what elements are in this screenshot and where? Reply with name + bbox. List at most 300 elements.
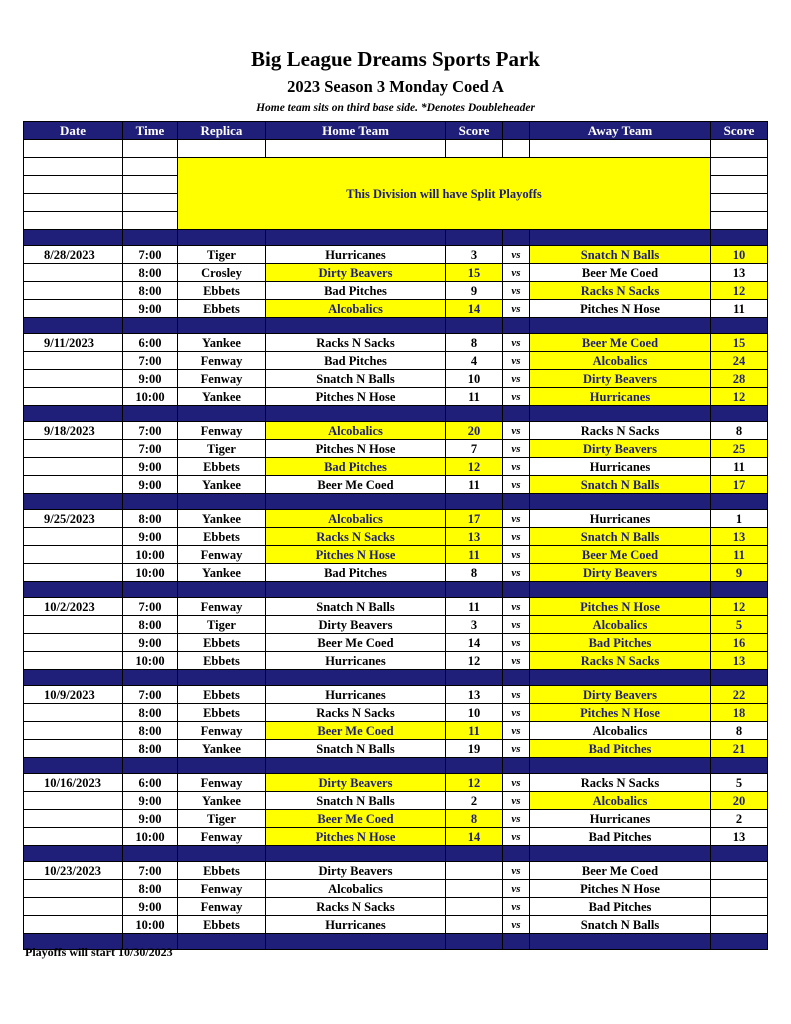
game-replica-field: Ebbets: [178, 458, 266, 476]
away-score: 11: [711, 458, 768, 476]
home-team: Snatch N Balls: [266, 740, 446, 758]
game-replica-field: Fenway: [178, 828, 266, 846]
game-time: 10:00: [123, 916, 178, 934]
game-replica-field: Yankee: [178, 740, 266, 758]
game-time: 10:00: [123, 652, 178, 670]
away-score: 10: [711, 246, 768, 264]
game-replica-field: Ebbets: [178, 300, 266, 318]
away-score: 22: [711, 686, 768, 704]
home-score: 8: [446, 564, 503, 582]
vs-label: vs: [503, 388, 530, 406]
game-date: 9/18/2023: [24, 422, 123, 440]
game-time: 9:00: [123, 634, 178, 652]
away-team: Alcobalics: [530, 792, 711, 810]
game-time: 9:00: [123, 458, 178, 476]
away-score: 1: [711, 510, 768, 528]
column-header-away-team: Away Team: [530, 122, 711, 140]
game-time: 7:00: [123, 246, 178, 264]
game-time: 7:00: [123, 440, 178, 458]
home-team: Hurricanes: [266, 652, 446, 670]
game-date: [24, 370, 123, 388]
game-time: 9:00: [123, 792, 178, 810]
away-score: 5: [711, 774, 768, 792]
game-row: [24, 510, 768, 528]
column-header-vs: [503, 122, 530, 140]
game-row: [24, 370, 768, 388]
away-score: 13: [711, 264, 768, 282]
away-score: 15: [711, 334, 768, 352]
game-date: [24, 476, 123, 494]
away-score: 17: [711, 476, 768, 494]
away-score: 13: [711, 652, 768, 670]
home-team: Alcobalics: [266, 422, 446, 440]
column-header-home-score: Score: [446, 122, 503, 140]
game-time: 10:00: [123, 388, 178, 406]
game-row: [24, 774, 768, 792]
game-replica-field: Ebbets: [178, 686, 266, 704]
vs-label: vs: [503, 546, 530, 564]
away-score: 18: [711, 704, 768, 722]
game-time: 9:00: [123, 300, 178, 318]
home-team: Dirty Beavers: [266, 264, 446, 282]
game-row: [24, 476, 768, 494]
away-score: [711, 862, 768, 880]
home-team: Dirty Beavers: [266, 774, 446, 792]
game-date: [24, 564, 123, 582]
home-score: 11: [446, 546, 503, 564]
game-replica-field: Fenway: [178, 370, 266, 388]
home-score: 12: [446, 458, 503, 476]
away-team: Beer Me Coed: [530, 546, 711, 564]
away-team: Bad Pitches: [530, 828, 711, 846]
game-date: [24, 388, 123, 406]
home-score: 2: [446, 792, 503, 810]
week-separator-row: [24, 406, 768, 422]
vs-label: vs: [503, 898, 530, 916]
home-score: 11: [446, 722, 503, 740]
home-score: 13: [446, 528, 503, 546]
column-header-away-score: Score: [711, 122, 768, 140]
week-separator-row: [24, 758, 768, 774]
home-score: 14: [446, 634, 503, 652]
game-date: [24, 722, 123, 740]
vs-label: vs: [503, 422, 530, 440]
home-score: 19: [446, 740, 503, 758]
home-score: 3: [446, 246, 503, 264]
away-score: 8: [711, 422, 768, 440]
game-date: [24, 916, 123, 934]
home-team: Pitches N Hose: [266, 828, 446, 846]
game-time: 8:00: [123, 704, 178, 722]
away-team: Dirty Beavers: [530, 440, 711, 458]
game-time: 8:00: [123, 740, 178, 758]
vs-label: vs: [503, 334, 530, 352]
vs-label: vs: [503, 652, 530, 670]
game-replica-field: Fenway: [178, 722, 266, 740]
game-row: [24, 828, 768, 846]
game-row: [24, 352, 768, 370]
game-date: 9/25/2023: [24, 510, 123, 528]
home-score: 9: [446, 282, 503, 300]
game-replica-field: Tiger: [178, 810, 266, 828]
away-team: Alcobalics: [530, 722, 711, 740]
game-date: [24, 740, 123, 758]
game-time: 8:00: [123, 616, 178, 634]
away-team: Dirty Beavers: [530, 564, 711, 582]
home-score: [446, 862, 503, 880]
away-team: Dirty Beavers: [530, 370, 711, 388]
vs-label: vs: [503, 704, 530, 722]
game-replica-field: Fenway: [178, 898, 266, 916]
game-time: 10:00: [123, 828, 178, 846]
game-row: [24, 792, 768, 810]
away-team: Hurricanes: [530, 388, 711, 406]
game-time: 9:00: [123, 810, 178, 828]
game-row: [24, 440, 768, 458]
vs-label: vs: [503, 810, 530, 828]
game-row: [24, 740, 768, 758]
away-team: Beer Me Coed: [530, 862, 711, 880]
home-team: Pitches N Hose: [266, 440, 446, 458]
away-score: 16: [711, 634, 768, 652]
home-team: Pitches N Hose: [266, 546, 446, 564]
game-date: 9/11/2023: [24, 334, 123, 352]
vs-label: vs: [503, 880, 530, 898]
home-score: 13: [446, 686, 503, 704]
home-team: Dirty Beavers: [266, 616, 446, 634]
game-row: [24, 246, 768, 264]
home-team: Snatch N Balls: [266, 598, 446, 616]
home-team: Beer Me Coed: [266, 476, 446, 494]
game-time: 6:00: [123, 334, 178, 352]
game-date: 10/16/2023: [24, 774, 123, 792]
split-playoffs-banner: This Division will have Split Playoffs: [178, 158, 711, 230]
game-replica-field: Ebbets: [178, 282, 266, 300]
game-time: 8:00: [123, 722, 178, 740]
away-score: 25: [711, 440, 768, 458]
away-score: 12: [711, 282, 768, 300]
game-date: 10/9/2023: [24, 686, 123, 704]
away-score: 11: [711, 546, 768, 564]
game-time: 7:00: [123, 422, 178, 440]
away-score: 8: [711, 722, 768, 740]
home-score: 12: [446, 652, 503, 670]
game-replica-field: Yankee: [178, 564, 266, 582]
game-date: [24, 282, 123, 300]
home-team: Dirty Beavers: [266, 862, 446, 880]
vs-label: vs: [503, 352, 530, 370]
home-score: 8: [446, 810, 503, 828]
vs-label: vs: [503, 722, 530, 740]
game-replica-field: Tiger: [178, 246, 266, 264]
game-date: [24, 652, 123, 670]
away-team: Pitches N Hose: [530, 598, 711, 616]
game-date: [24, 898, 123, 916]
away-team: Beer Me Coed: [530, 334, 711, 352]
game-row: [24, 546, 768, 564]
vs-label: vs: [503, 246, 530, 264]
game-replica-field: Yankee: [178, 334, 266, 352]
home-score: 12: [446, 774, 503, 792]
game-date: [24, 458, 123, 476]
game-row: [24, 652, 768, 670]
game-date: [24, 810, 123, 828]
game-row: [24, 722, 768, 740]
column-header-home-team: Home Team: [266, 122, 446, 140]
vs-label: vs: [503, 300, 530, 318]
away-score: 21: [711, 740, 768, 758]
vs-label: vs: [503, 634, 530, 652]
game-date: 10/2/2023: [24, 598, 123, 616]
home-team: Bad Pitches: [266, 458, 446, 476]
game-row: [24, 458, 768, 476]
game-date: [24, 828, 123, 846]
game-row: [24, 880, 768, 898]
game-row: [24, 616, 768, 634]
game-replica-field: Yankee: [178, 388, 266, 406]
game-replica-field: Ebbets: [178, 704, 266, 722]
home-team: Bad Pitches: [266, 282, 446, 300]
game-replica-field: Ebbets: [178, 528, 266, 546]
home-team: Snatch N Balls: [266, 792, 446, 810]
game-time: 8:00: [123, 282, 178, 300]
game-replica-field: Yankee: [178, 792, 266, 810]
away-score: 12: [711, 388, 768, 406]
game-replica-field: Ebbets: [178, 652, 266, 670]
column-header-time: Time: [123, 122, 178, 140]
game-row: [24, 300, 768, 318]
game-replica-field: Fenway: [178, 774, 266, 792]
game-row: [24, 634, 768, 652]
game-row: [24, 898, 768, 916]
game-replica-field: Tiger: [178, 440, 266, 458]
home-team: Bad Pitches: [266, 352, 446, 370]
home-score: 15: [446, 264, 503, 282]
home-team: Hurricanes: [266, 686, 446, 704]
week-separator-row: [24, 846, 768, 862]
game-date: 10/23/2023: [24, 862, 123, 880]
game-row: [24, 422, 768, 440]
game-time: 8:00: [123, 264, 178, 282]
game-row: [24, 686, 768, 704]
home-score: 20: [446, 422, 503, 440]
away-team: Bad Pitches: [530, 898, 711, 916]
game-replica-field: Fenway: [178, 546, 266, 564]
game-row: [24, 264, 768, 282]
away-team: Hurricanes: [530, 810, 711, 828]
vs-label: vs: [503, 282, 530, 300]
home-team: Racks N Sacks: [266, 334, 446, 352]
home-score: 10: [446, 704, 503, 722]
game-row: [24, 282, 768, 300]
game-replica-field: Fenway: [178, 352, 266, 370]
away-team: Pitches N Hose: [530, 880, 711, 898]
home-team: Racks N Sacks: [266, 704, 446, 722]
game-row: [24, 704, 768, 722]
vs-label: vs: [503, 458, 530, 476]
blank-row: [24, 140, 768, 158]
vs-label: vs: [503, 862, 530, 880]
away-team: Pitches N Hose: [530, 704, 711, 722]
away-score: 20: [711, 792, 768, 810]
game-time: 10:00: [123, 564, 178, 582]
home-score: 10: [446, 370, 503, 388]
game-row: [24, 862, 768, 880]
week-separator-row: [24, 582, 768, 598]
away-team: Snatch N Balls: [530, 528, 711, 546]
vs-label: vs: [503, 828, 530, 846]
game-time: 9:00: [123, 476, 178, 494]
away-score: 13: [711, 828, 768, 846]
home-team: Beer Me Coed: [266, 810, 446, 828]
away-score: 12: [711, 598, 768, 616]
game-time: 8:00: [123, 880, 178, 898]
home-score: 7: [446, 440, 503, 458]
vs-label: vs: [503, 740, 530, 758]
game-date: [24, 440, 123, 458]
away-score: 2: [711, 810, 768, 828]
home-team: Alcobalics: [266, 880, 446, 898]
vs-label: vs: [503, 528, 530, 546]
game-replica-field: Ebbets: [178, 634, 266, 652]
vs-label: vs: [503, 370, 530, 388]
game-date: [24, 300, 123, 318]
game-row: [24, 564, 768, 582]
game-replica-field: Fenway: [178, 598, 266, 616]
vs-label: vs: [503, 792, 530, 810]
home-team: Snatch N Balls: [266, 370, 446, 388]
game-date: [24, 528, 123, 546]
away-score: [711, 880, 768, 898]
away-team: Alcobalics: [530, 352, 711, 370]
game-time: 9:00: [123, 370, 178, 388]
vs-label: vs: [503, 476, 530, 494]
vs-label: vs: [503, 598, 530, 616]
game-date: 8/28/2023: [24, 246, 123, 264]
away-team: Racks N Sacks: [530, 774, 711, 792]
game-replica-field: Ebbets: [178, 862, 266, 880]
game-row: [24, 528, 768, 546]
home-team: Beer Me Coed: [266, 722, 446, 740]
page-title: Big League Dreams Sports Park: [251, 47, 540, 71]
away-score: 13: [711, 528, 768, 546]
home-team: Beer Me Coed: [266, 634, 446, 652]
game-date: [24, 792, 123, 810]
page-note: Home team sits on third base side. *Denotes Doubleheader: [256, 102, 535, 114]
home-score: 3: [446, 616, 503, 634]
game-replica-field: Fenway: [178, 422, 266, 440]
vs-label: vs: [503, 686, 530, 704]
vs-label: vs: [503, 564, 530, 582]
game-time: 9:00: [123, 898, 178, 916]
game-replica-field: Yankee: [178, 476, 266, 494]
game-replica-field: Fenway: [178, 880, 266, 898]
vs-label: vs: [503, 916, 530, 934]
vs-label: vs: [503, 616, 530, 634]
game-time: 9:00: [123, 528, 178, 546]
home-score: 11: [446, 476, 503, 494]
home-score: 17: [446, 510, 503, 528]
home-score: 8: [446, 334, 503, 352]
home-team: Pitches N Hose: [266, 388, 446, 406]
game-row: [24, 388, 768, 406]
home-score: [446, 916, 503, 934]
away-team: Snatch N Balls: [530, 476, 711, 494]
week-separator-row: [24, 494, 768, 510]
away-team: Snatch N Balls: [530, 916, 711, 934]
away-score: 11: [711, 300, 768, 318]
away-score: 28: [711, 370, 768, 388]
game-row: [24, 598, 768, 616]
home-team: Racks N Sacks: [266, 528, 446, 546]
game-date: [24, 546, 123, 564]
away-team: Hurricanes: [530, 458, 711, 476]
home-team: Hurricanes: [266, 916, 446, 934]
away-score: 5: [711, 616, 768, 634]
home-team: Alcobalics: [266, 510, 446, 528]
vs-label: vs: [503, 264, 530, 282]
away-team: Racks N Sacks: [530, 282, 711, 300]
game-row: [24, 810, 768, 828]
away-team: Racks N Sacks: [530, 422, 711, 440]
home-score: 4: [446, 352, 503, 370]
week-separator-row: [24, 230, 768, 246]
column-header-replica: Replica: [178, 122, 266, 140]
game-replica-field: Crosley: [178, 264, 266, 282]
home-score: [446, 898, 503, 916]
away-score: [711, 916, 768, 934]
away-team: Alcobalics: [530, 616, 711, 634]
week-separator-row: [24, 318, 768, 334]
away-team: Pitches N Hose: [530, 300, 711, 318]
vs-label: vs: [503, 440, 530, 458]
home-score: 11: [446, 388, 503, 406]
away-team: Bad Pitches: [530, 634, 711, 652]
game-date: [24, 880, 123, 898]
home-team: Hurricanes: [266, 246, 446, 264]
home-score: 14: [446, 828, 503, 846]
game-date: [24, 634, 123, 652]
game-date: [24, 264, 123, 282]
game-time: 6:00: [123, 774, 178, 792]
playoffs-footer-note: Playoffs will start 10/30/2023: [25, 945, 173, 959]
game-date: [24, 352, 123, 370]
banner-row: [24, 158, 768, 176]
home-team: Racks N Sacks: [266, 898, 446, 916]
away-team: Bad Pitches: [530, 740, 711, 758]
game-date: [24, 616, 123, 634]
game-time: 8:00: [123, 510, 178, 528]
away-team: Snatch N Balls: [530, 246, 711, 264]
schedule-table: [23, 121, 768, 950]
page-subtitle: 2023 Season 3 Monday Coed A: [287, 77, 504, 96]
game-replica-field: Ebbets: [178, 916, 266, 934]
game-row: [24, 334, 768, 352]
game-time: 10:00: [123, 546, 178, 564]
table-header-row: [24, 122, 768, 140]
home-score: 14: [446, 300, 503, 318]
away-score: 24: [711, 352, 768, 370]
home-score: 11: [446, 598, 503, 616]
game-time: 7:00: [123, 862, 178, 880]
home-team: Bad Pitches: [266, 564, 446, 582]
game-time: 7:00: [123, 352, 178, 370]
away-team: Hurricanes: [530, 510, 711, 528]
home-team: Alcobalics: [266, 300, 446, 318]
vs-label: vs: [503, 510, 530, 528]
away-team: Dirty Beavers: [530, 686, 711, 704]
game-row: [24, 916, 768, 934]
